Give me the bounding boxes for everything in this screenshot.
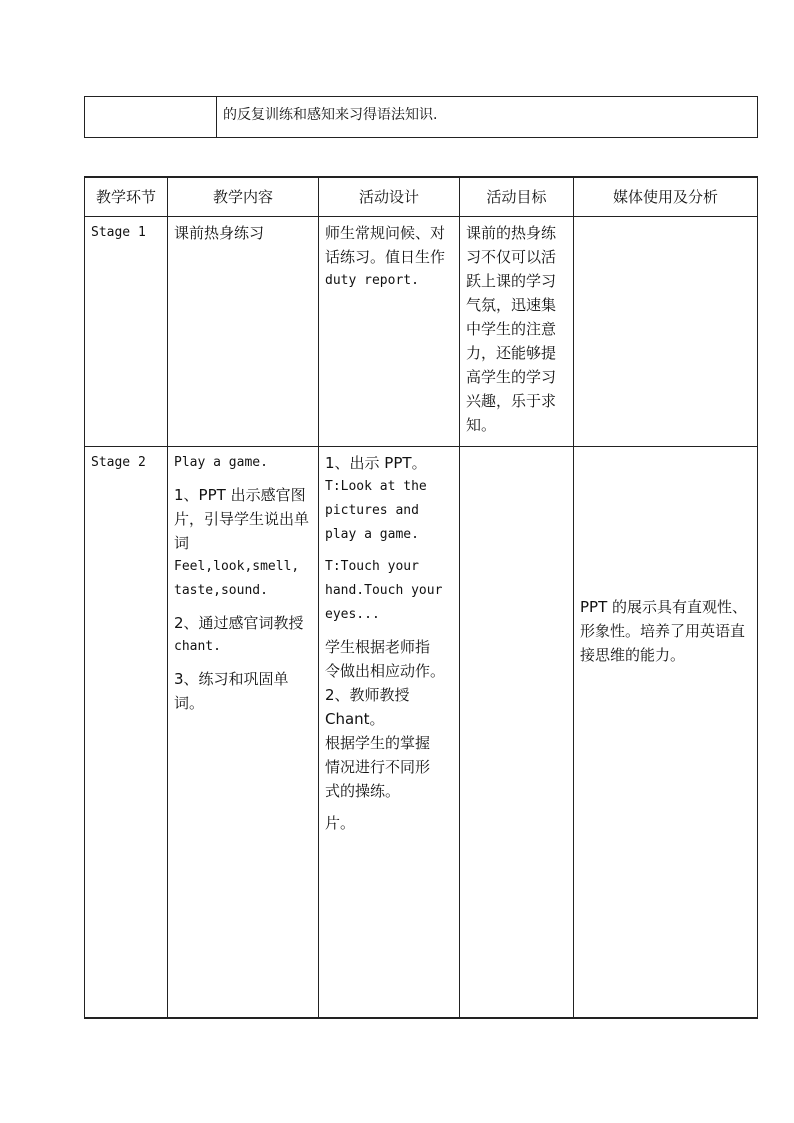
top-left-cell [85, 97, 217, 138]
stage1-goal-line6: 力，还能够提 [466, 344, 557, 362]
stage1-goal-line1: 课前的热身练 [466, 224, 557, 242]
stage2-media-line2: 形象性。培养了用英语直 [580, 622, 746, 640]
stage1-label: Stage 1 [91, 225, 146, 240]
lesson-plan-table [84, 176, 758, 1019]
stage2-content-p2b: 片，引导学生说出单 [174, 510, 310, 528]
stage2-content-p2e: taste,sound. [174, 583, 268, 598]
stage2-content-p3a: 2、通过感官词教授 [174, 614, 304, 632]
header-stage: 教学环节 [85, 177, 168, 217]
top-table [84, 96, 758, 138]
stage2-content-cell [168, 447, 319, 1019]
table-row-stage2 [85, 447, 758, 1019]
stage2-media-line1: PPT 的展示具有直观性、 [580, 598, 748, 616]
stage1-design-cell [319, 217, 460, 447]
stage2-design-p3d: 根据学生的掌握 [325, 734, 431, 752]
stage2-goal-cell [460, 447, 574, 1019]
stage2-design-p2c: eyes... [325, 607, 380, 622]
header-media: 媒体使用及分析 [574, 177, 758, 217]
stage2-design-p1b: T:Look at the [325, 479, 427, 494]
stage1-goal-line9: 知。 [466, 416, 497, 434]
stage2-stage-cell [85, 447, 168, 1019]
top-table-row [85, 97, 758, 138]
stage2-content-p3b: chant. [174, 639, 221, 654]
stage1-design-line1: 师生常规问候、对 [325, 224, 446, 242]
stage2-design-p1d: play a game. [325, 527, 419, 542]
stage1-goal-line8: 兴趣，乐于求 [466, 392, 557, 410]
stage1-media [574, 217, 757, 225]
stage2-content-p1: Play a game. [174, 455, 268, 470]
stage2-content-p2a: 1、PPT 出示感官图 [174, 486, 306, 504]
stage1-design-line2: 话练习。值日生作 [325, 248, 446, 266]
stage2-design-p1a: 1、出示 PPT。 [325, 454, 427, 472]
stage1-goal-line5: 中学生的注意 [466, 320, 557, 338]
header-content: 教学内容 [168, 177, 319, 217]
stage1-goal-line2: 习不仅可以活 [466, 248, 557, 266]
stage2-content-p2c: 词 [174, 534, 190, 552]
stage2-goal [460, 447, 573, 455]
stage2-design-p3e: 情况进行不同形 [325, 758, 431, 776]
stage2-media-line3: 接思维的能力。 [580, 646, 686, 664]
stage2-design-p4: 片。 [325, 814, 356, 832]
stage2-design-p1c: pictures and [325, 503, 419, 518]
stage1-goal-line4: 气氛，迅速集 [466, 296, 557, 314]
stage2-design-p3a: 学生根据老师指 [325, 638, 431, 656]
top-right-text: 的反复训练和感知来习得语法知识. [223, 107, 438, 123]
stage2-design-p3c: 2、教师教授Chant。 [325, 686, 410, 728]
stage2-content-p2d: Feel,look,smell, [174, 559, 300, 574]
stage1-goal-line7: 高学生的学习 [466, 368, 557, 386]
header-goal: 活动目标 [460, 177, 574, 217]
stage2-design-cell [319, 447, 460, 1019]
stage2-label: Stage 2 [91, 455, 146, 470]
stage1-content-cell [168, 217, 319, 447]
stage1-stage-cell [85, 217, 168, 447]
stage1-design-line3: duty report. [325, 273, 419, 288]
stage2-media-cell [574, 447, 758, 1019]
stage2-design-p2a: T:Touch your [325, 559, 419, 574]
header-design: 活动设计 [319, 177, 460, 217]
top-right-cell [217, 97, 758, 138]
header-row [85, 177, 758, 217]
stage2-design-p2b: hand.Touch your [325, 583, 443, 598]
stage1-content: 课前热身练习 [174, 224, 265, 242]
table-row-stage1 [85, 217, 758, 447]
stage1-media-cell [574, 217, 758, 447]
stage2-design-p3f: 式的操练。 [325, 782, 401, 800]
stage2-design-p3b: 令做出相应动作。 [325, 662, 446, 680]
stage1-goal-cell [460, 217, 574, 447]
stage1-goal-line3: 跃上课的学习 [466, 272, 557, 290]
stage2-content-p4: 3、练习和巩固单词。 [174, 670, 289, 712]
